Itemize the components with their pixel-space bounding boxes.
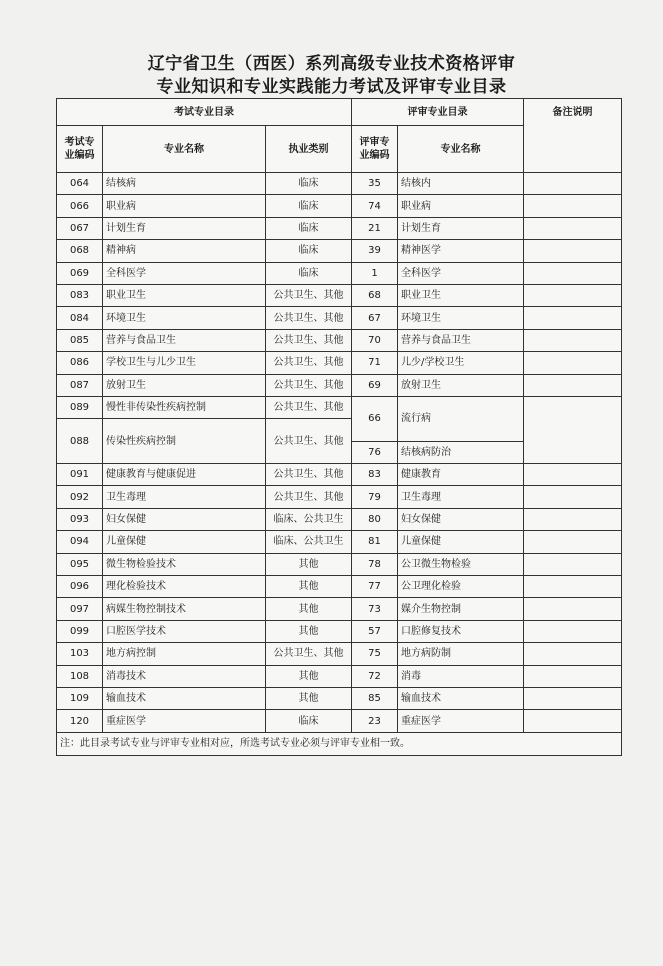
exam-code-cell: 089 [57,396,103,418]
remarks-cell [524,307,622,329]
remarks-cell [524,352,622,374]
exam-group-header: 考试专业目录 [57,99,352,126]
exam-name-cell: 慢性非传染性疾病控制 [103,396,266,418]
practice-type-cell: 公共卫生、其他 [266,284,352,306]
remarks-cell [524,531,622,553]
remarks-cell [524,217,622,239]
exam-name-cell: 环境卫生 [103,307,266,329]
review-code-cell: 73 [352,598,398,620]
practice-type-cell: 其他 [266,553,352,575]
review-name-cell: 全科医学 [398,262,524,284]
exam-name-cell: 儿童保健 [103,531,266,553]
exam-code-cell: 064 [57,173,103,195]
review-name-cell: 放射卫生 [398,374,524,396]
exam-name-cell: 卫生毒理 [103,486,266,508]
review-code-cell: 74 [352,195,398,217]
remarks-cell [524,284,622,306]
exam-code-cell: 092 [57,486,103,508]
practice-type-cell: 公共卫生、其他 [266,643,352,665]
review-name-cell: 消毒 [398,665,524,687]
exam-name-cell: 全科医学 [103,262,266,284]
review-group-header: 评审专业目录 [352,99,524,126]
table-row [57,643,622,665]
exam-code-cell: 067 [57,217,103,239]
table-row [57,687,622,709]
exam-code-cell: 069 [57,262,103,284]
remarks-cell [524,598,622,620]
review-name-cell: 健康教育 [398,464,524,486]
remarks-cell [524,240,622,262]
review-name-cell: 职业卫生 [398,284,524,306]
exam-name-cell: 职业卫生 [103,284,266,306]
review-code-cell: 21 [352,217,398,239]
practice-type-cell: 临床 [266,195,352,217]
practice-type-cell: 其他 [266,665,352,687]
practice-type-cell: 临床 [266,240,352,262]
table-row [57,240,622,262]
exam-code-cell: 086 [57,352,103,374]
review-code-header: 评审专业编码 [352,126,398,173]
exam-name-cell: 计划生育 [103,217,266,239]
practice-type-cell: 其他 [266,598,352,620]
table-row [57,531,622,553]
review-name-cell: 卫生毒理 [398,486,524,508]
document-title-line1: 辽宁省卫生（西医）系列高级专业技术资格评审 [147,54,516,74]
review-name-cell: 结核内 [398,173,524,195]
review-code-cell: 71 [352,352,398,374]
exam-name-cell: 地方病控制 [103,643,266,665]
practice-type-cell: 公共卫生、其他 [266,329,352,351]
exam-code-cell: 095 [57,553,103,575]
exam-name-cell: 输血技术 [103,687,266,709]
practice-type-cell: 公共卫生、其他 [266,396,352,418]
exam-code-cell: 096 [57,576,103,598]
review-code-cell: 39 [352,240,398,262]
review-code-cell: 66 [352,396,398,441]
practice-type-cell: 临床 [266,710,352,732]
exam-name-cell: 微生物检验技术 [103,553,266,575]
review-code-cell: 83 [352,464,398,486]
table-row [57,396,622,418]
review-name-cell: 公卫微生物检验 [398,553,524,575]
catalog-table [56,98,622,756]
practice-type-cell: 公共卫生、其他 [266,307,352,329]
table-row [57,598,622,620]
exam-code-cell: 085 [57,329,103,351]
table-row [57,665,622,687]
document-title-line2: 专业知识和专业实践能力考试及评审专业目录 [156,77,507,97]
review-name-header: 专业名称 [398,126,524,173]
footnote: 注：此目录考试专业与评审专业相对应，所选考试专业必须与评审专业相一致。 [57,732,622,755]
review-name-cell: 计划生育 [398,217,524,239]
review-code-cell: 57 [352,620,398,642]
remarks-cell [524,553,622,575]
exam-name-cell: 病媒生物控制技术 [103,598,266,620]
exam-name-cell: 精神病 [103,240,266,262]
table-row [57,352,622,374]
table-row [57,284,622,306]
review-code-cell: 76 [352,441,398,463]
exam-code-cell: 084 [57,307,103,329]
table-row [57,262,622,284]
review-code-cell: 67 [352,307,398,329]
review-code-cell: 78 [352,553,398,575]
practice-type-cell: 其他 [266,576,352,598]
review-name-cell: 儿少/学校卫生 [398,352,524,374]
exam-code-cell: 103 [57,643,103,665]
practice-type-cell: 临床 [266,217,352,239]
review-code-cell: 85 [352,687,398,709]
exam-code-cell: 094 [57,531,103,553]
table-row [57,217,622,239]
exam-name-cell: 理化检验技术 [103,576,266,598]
review-code-cell: 1 [352,262,398,284]
review-name-cell: 媒介生物控制 [398,598,524,620]
review-name-cell: 营养与食品卫生 [398,329,524,351]
exam-code-cell: 088 [57,419,103,464]
review-name-cell: 重症医学 [398,710,524,732]
exam-code-cell: 083 [57,284,103,306]
review-code-cell: 70 [352,329,398,351]
exam-name-cell: 妇女保健 [103,508,266,530]
exam-name-cell: 消毒技术 [103,665,266,687]
remarks-cell [524,576,622,598]
review-name-cell: 环境卫生 [398,307,524,329]
review-name-cell: 职业病 [398,195,524,217]
exam-name-cell: 健康教育与健康促进 [103,464,266,486]
review-code-cell: 81 [352,531,398,553]
exam-code-cell: 097 [57,598,103,620]
review-name-cell: 输血技术 [398,687,524,709]
remarks-cell [524,643,622,665]
exam-code-cell: 109 [57,687,103,709]
practice-type-cell: 临床 [266,262,352,284]
exam-code-cell: 120 [57,710,103,732]
exam-code-cell: 087 [57,374,103,396]
exam-code-cell: 108 [57,665,103,687]
table-row [57,464,622,486]
exam-name-cell: 营养与食品卫生 [103,329,266,351]
remarks-cell [524,620,622,642]
remarks-cell [524,262,622,284]
review-code-cell: 35 [352,173,398,195]
review-code-cell: 23 [352,710,398,732]
remarks-cell [524,464,622,486]
table-row [57,508,622,530]
review-name-cell: 口腔修复技术 [398,620,524,642]
practice-type-cell: 其他 [266,620,352,642]
review-name-cell: 流行病 [398,396,524,441]
exam-name-cell: 职业病 [103,195,266,217]
remarks-cell [524,486,622,508]
table-row [57,195,622,217]
remarks-cell [524,710,622,732]
remarks-cell [524,329,622,351]
review-name-cell: 地方病防制 [398,643,524,665]
exam-code-cell: 099 [57,620,103,642]
table-row [57,374,622,396]
practice-type-cell: 公共卫生、其他 [266,352,352,374]
exam-name-cell: 口腔医学技术 [103,620,266,642]
exam-name-cell: 重症医学 [103,710,266,732]
table-row [57,173,622,195]
exam-code-header: 考试专业编码 [57,126,103,173]
practice-type-cell: 临床 [266,173,352,195]
review-name-cell: 公卫理化检验 [398,576,524,598]
review-code-cell: 69 [352,374,398,396]
table-row [57,329,622,351]
practice-type-header: 执业类别 [266,126,352,173]
table-row [57,486,622,508]
practice-type-cell: 其他 [266,687,352,709]
exam-name-header: 专业名称 [103,126,266,173]
exam-name-cell: 结核病 [103,173,266,195]
table-row [57,710,622,732]
table-row [57,553,622,575]
review-code-cell: 80 [352,508,398,530]
remarks-cell [524,508,622,530]
exam-name-cell: 放射卫生 [103,374,266,396]
remarks-cell [524,173,622,195]
practice-type-cell: 公共卫生、其他 [266,374,352,396]
exam-name-cell: 传染性疾病控制 [103,419,266,464]
review-code-cell: 77 [352,576,398,598]
remarks-cell [524,195,622,217]
review-code-cell: 79 [352,486,398,508]
exam-code-cell: 068 [57,240,103,262]
practice-type-cell: 公共卫生、其他 [266,464,352,486]
table-row [57,576,622,598]
practice-type-cell: 公共卫生、其他 [266,419,352,464]
review-name-cell: 结核病防治 [398,441,524,463]
remarks-cell [524,687,622,709]
remarks-cell [524,396,622,463]
remarks-header: 备注说明 [524,99,622,173]
exam-code-cell: 066 [57,195,103,217]
exam-name-cell: 学校卫生与儿少卫生 [103,352,266,374]
remarks-cell [524,665,622,687]
review-code-cell: 72 [352,665,398,687]
review-name-cell: 儿童保健 [398,531,524,553]
exam-code-cell: 093 [57,508,103,530]
review-code-cell: 68 [352,284,398,306]
table-row [57,620,622,642]
review-code-cell: 75 [352,643,398,665]
remarks-cell [524,374,622,396]
practice-type-cell: 临床、公共卫生 [266,508,352,530]
review-name-cell: 妇女保健 [398,508,524,530]
practice-type-cell: 公共卫生、其他 [266,486,352,508]
review-name-cell: 精神医学 [398,240,524,262]
table-row [57,307,622,329]
practice-type-cell: 临床、公共卫生 [266,531,352,553]
exam-code-cell: 091 [57,464,103,486]
